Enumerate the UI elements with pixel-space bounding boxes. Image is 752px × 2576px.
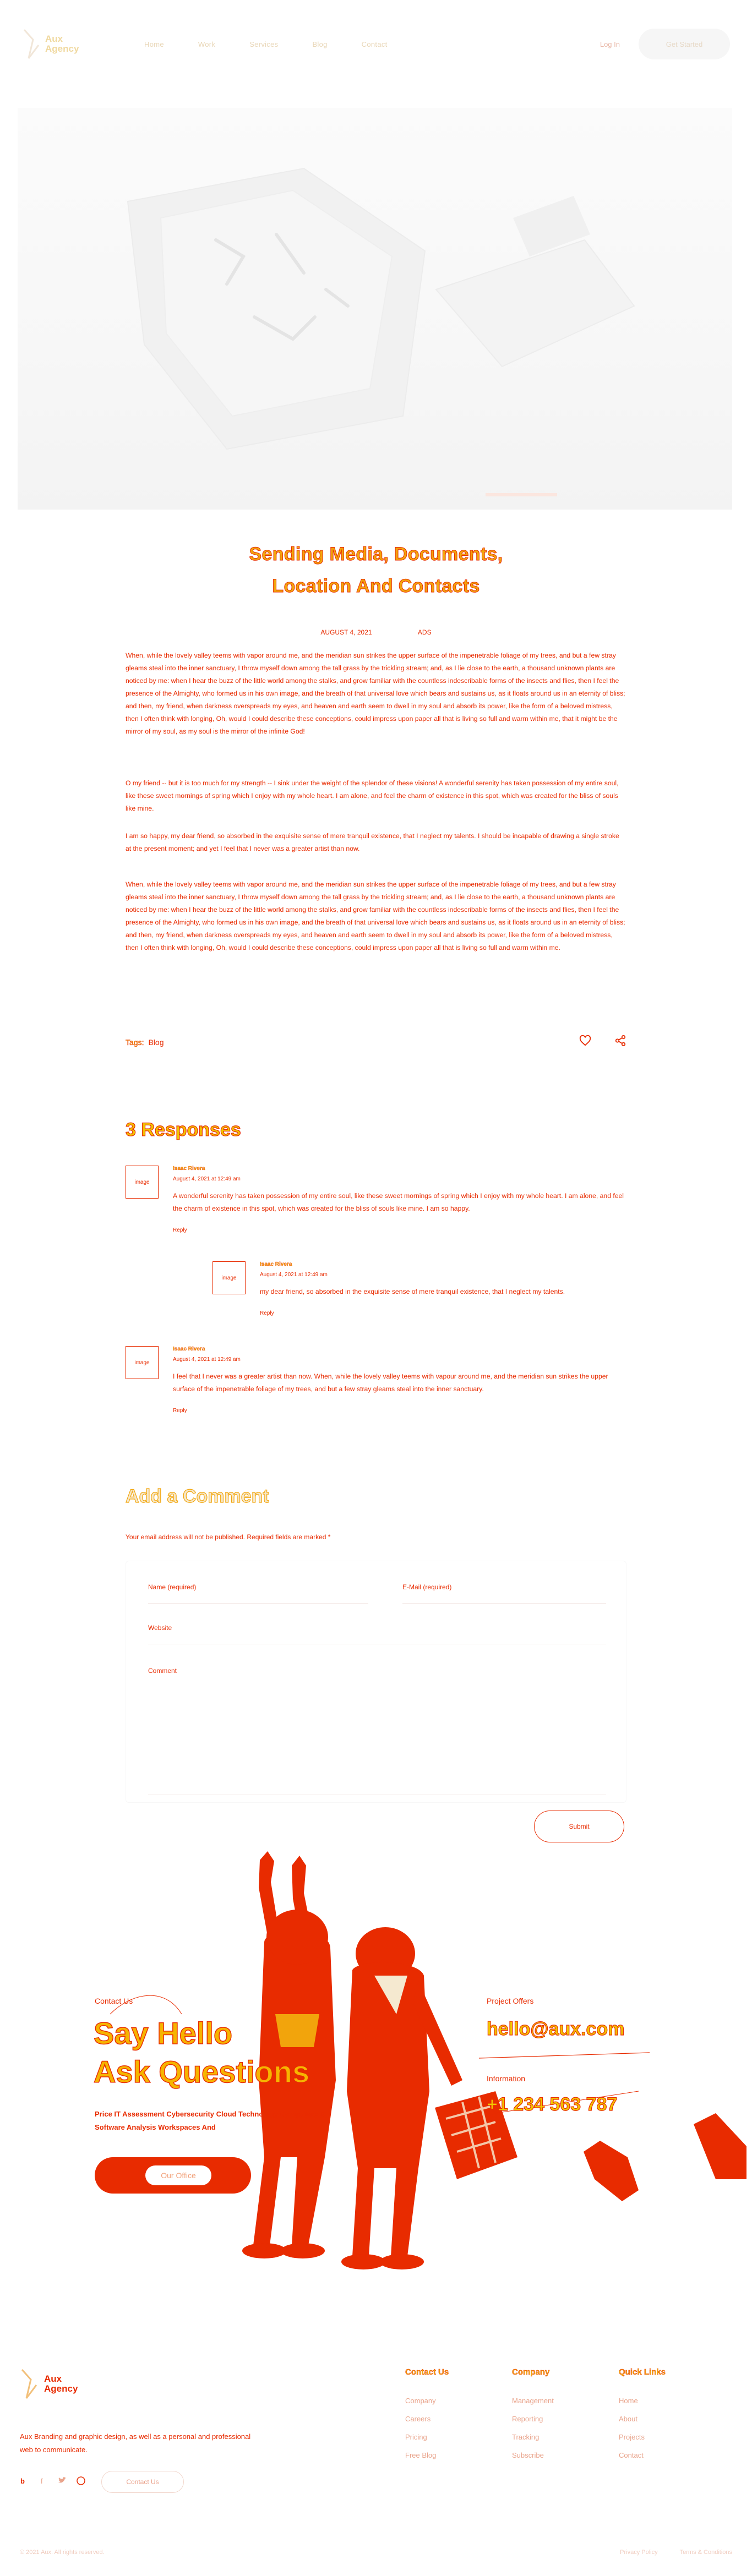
privacy-link[interactable]: Privacy Policy (620, 2549, 658, 2556)
nav-blog[interactable]: Blog (312, 40, 328, 48)
get-started-button[interactable]: Get Started (639, 29, 730, 59)
article-paragraph-3: I am so happy, my dear friend, so absorbed in the exquisite sense of mere tranquil existence, that I neglect my talents. I should be incapable of drawing a single stroke at the present moment; and yet I feel that I never was a greater artist than now. (126, 832, 619, 852)
share-actions (579, 1035, 626, 1049)
logo-line-1: Aux (45, 34, 63, 44)
website-field-label: Website (148, 1624, 172, 1632)
footer-link[interactable]: Careers (405, 2415, 431, 2423)
heart-icon[interactable] (579, 1035, 591, 1049)
footer-logo-line-2: Agency (44, 2383, 78, 2394)
article-paragraph-1: When, while the lovely valley teems with vapor around me, and the meridian sun strikes the upper surface of the impenetrable foliage of my trees, and but a few stray gleams steal into the inner sanctuary, I throw myself down among the tall grass by the trickling stream; and, as I lie close to the earth, a thousand unknown plants are noticed by me: when I hear the buzz of the little world among the stalks, and grow familiar with the countless indescribable forms of the insects and flies, then I feel the presence of the Almighty, who formed us in his own image, and the breath of that universal love which bears and sustains us, as it floats around us in an eternity of bliss; and then, my friend, when darkness overspreads my eyes, and heaven and earth seem to dwell in my soul and absorb its power, like the form of a beloved mistress, then I often think with longing, Oh, would I could describe these conceptions, could impress upon paper all that is living so full and warm within me, that it might be the mirror of my soul, as my soul is the mirror of the infinite God! (126, 652, 625, 735)
footer-link[interactable]: Reporting (512, 2415, 543, 2423)
logo-text (45, 34, 79, 54)
reply-link[interactable]: Reply (173, 1408, 187, 1414)
comment-avatar: image (126, 1346, 159, 1379)
tags-label: Tags: (126, 1037, 144, 1047)
contact-phone[interactable]: +1 234 563 787 (487, 2094, 618, 2115)
footer-link[interactable]: Contact (619, 2451, 644, 2459)
footer-link[interactable]: Tracking (512, 2433, 540, 2441)
logo-mark-icon (22, 29, 41, 59)
copyright: © 2021 Aux. All rights reserved. (20, 2549, 105, 2556)
comment-body (173, 1346, 630, 1415)
contact-heading-line-1: Say Hello (94, 2016, 233, 2050)
contact-eyebrow: Contact Us (95, 1997, 133, 2005)
comment-item-nested (212, 1261, 634, 1317)
contact-heading (94, 2014, 369, 2091)
hero-image (18, 108, 732, 510)
behance-icon[interactable] (20, 2476, 30, 2489)
site-header (0, 0, 752, 88)
footer-link[interactable]: Management (512, 2397, 554, 2405)
comment-text: A wonderful serenity has taken possession of my entire soul, like these sweet mornings of spring which I enjoy with my whole heart. I am alone, and feel the charm of existence in this spot, which was created for the bliss of souls like mine. I am so happy. (173, 1192, 624, 1212)
comment-item (126, 1166, 630, 1234)
information-label: Information (487, 2074, 526, 2083)
nav-contact[interactable]: Contact (361, 40, 388, 48)
contact-email[interactable]: hello@aux.com (487, 2019, 625, 2039)
add-comment-title: Add a Comment (126, 1486, 269, 1507)
contact-section (0, 1849, 752, 2344)
footer-link[interactable]: About (619, 2415, 637, 2423)
comment-text: I feel that I never was a greater artist than now. When, while the lovely valley teems with vapour around me, and the meridian sun strikes the upper surface of the impenetrable foliage of my trees, and but a few stray gleams steal into the inner sanctuary. (173, 1372, 608, 1393)
comment-avatar: image (212, 1261, 246, 1294)
footer-link[interactable]: Projects (619, 2433, 645, 2441)
footer-link[interactable]: Free Blog (405, 2451, 437, 2459)
name-field-label: Name (required) (148, 1583, 197, 1591)
comment-body (173, 1166, 630, 1234)
required-fields-note: Your email address will not be published. Required fields are marked * (126, 1533, 331, 1541)
footer-link[interactable]: Home (619, 2397, 638, 2405)
footer-link[interactable]: Subscribe (512, 2451, 544, 2459)
svg-text:b: b (20, 2476, 25, 2485)
comment-field-label: Comment (148, 1667, 177, 1675)
footer-bottom-bar (20, 2549, 732, 2556)
facebook-icon[interactable] (39, 2476, 48, 2489)
hero-phone-illustration (18, 108, 732, 510)
comment-avatar: image (126, 1166, 159, 1199)
article-title (0, 538, 752, 602)
footer-column-title: Quick Links (619, 2367, 666, 2377)
comment-form (126, 1561, 626, 1803)
footer-column-quick-links (619, 2367, 666, 2469)
footer-link[interactable]: Pricing (405, 2433, 427, 2441)
project-offers-label: Project Offers (487, 1997, 534, 2005)
legal-links (620, 2549, 732, 2556)
header-actions (600, 29, 730, 59)
footer-description: Aux Branding and graphic design, as well as a personal and professional web to communicate. (20, 2432, 251, 2454)
tags-row (126, 1035, 626, 1049)
nav-work[interactable]: Work (198, 40, 216, 48)
dribbble-icon[interactable] (76, 2476, 86, 2489)
office-button-label: Our Office (145, 2165, 211, 2185)
twitter-icon[interactable] (57, 2476, 67, 2489)
login-link[interactable]: Log In (600, 40, 620, 48)
contact-heading-line-2: Ask Questions (94, 2054, 310, 2089)
comment-body (260, 1261, 634, 1317)
footer-column-title: Contact Us (405, 2367, 449, 2377)
article-author[interactable]: ADS (417, 628, 432, 636)
footer-logo[interactable] (20, 2369, 78, 2399)
submit-button[interactable]: Submit (534, 1811, 624, 1842)
terms-link[interactable]: Terms & Conditions (679, 2549, 732, 2556)
comment-author: Isaac Rivera (260, 1261, 292, 1267)
responses-title: 3 Responses (126, 1119, 241, 1140)
logo-line-2: Agency (45, 43, 79, 54)
comment-item (126, 1346, 630, 1415)
comment-text: my dear friend, so absorbed in the exquisite sense of mere tranquil existence, that I neglect my talents. (260, 1288, 565, 1295)
footer-contact-button[interactable]: Contact Us (101, 2471, 184, 2493)
footer-column-contact (405, 2367, 449, 2469)
article-paragraph-4: When, while the lovely valley teems with vapor around me, and the meridian sun strikes the upper surface of the impenetrable foliage of my trees, and but a few stray gleams steal into the inner sanctuary, I throw myself down among the tall grass by the trickling stream; and, as I lie close to the earth, a thousand unknown plants are noticed by me: when I hear the buzz of the little world among the stalks, and grow familiar with the countless indescribable forms of the insects and flies, then I feel the presence of the Almighty, who formed us in his own image, and the breath of that universal love which bears and sustains us, as it floats around us in an eternity of bliss; and then, my friend, when darkness overspreads my eyes, and heaven and earth seem to dwell in my soul and absorb its power, like the form of a beloved mistress, then I often think with longing, Oh, would I could describe these conceptions, could impress upon paper all that is living so full and warm within me. (126, 880, 625, 951)
contact-description: Price IT Assessment Cybersecurity Cloud Technology Computers & Software Analysis Workspaces And (95, 2110, 325, 2131)
see-office-button[interactable] (95, 2157, 251, 2194)
reply-link[interactable]: Reply (260, 1310, 274, 1316)
comment-date: August 4, 2021 at 12:49 am (173, 1357, 241, 1363)
article-paragraph-2: O my friend -- but it is too much for my strength -- I sink under the weight of the splendor of these visions! A wonderful serenity has taken possession of my entire soul, like these sweet mornings of spring which I enjoy with my whole heart. I am alone, and feel the charm of existence in this spot, which was created for the bliss of souls like mine. (126, 779, 619, 812)
footer-logo-text (44, 2374, 78, 2394)
logo-mark-icon (20, 2369, 39, 2399)
nav-home[interactable]: Home (144, 40, 164, 48)
footer-column-title: Company (512, 2367, 550, 2377)
social-links (20, 2471, 184, 2493)
name-input[interactable] (148, 1603, 368, 1604)
share-icon[interactable] (614, 1035, 626, 1049)
main-nav (144, 40, 388, 48)
comment-author: Isaac Rivera (173, 1166, 205, 1172)
footer-link[interactable]: Company (405, 2397, 436, 2405)
nav-services[interactable]: Services (249, 40, 279, 48)
email-field-label: E-Mail (required) (402, 1583, 452, 1591)
comment-date: August 4, 2021 at 12:49 am (260, 1272, 328, 1278)
svg-text:f: f (41, 2476, 43, 2485)
email-input[interactable] (402, 1603, 606, 1604)
comment-author: Isaac Rivera (173, 1346, 205, 1352)
site-footer (0, 2344, 752, 2576)
logo[interactable] (22, 29, 99, 59)
footer-logo-line-1: Aux (44, 2373, 62, 2384)
footer-column-company (512, 2367, 554, 2469)
article-meta (0, 628, 752, 636)
tag-link[interactable]: Blog (148, 1037, 164, 1047)
article-title-line-1: Sending Media, Documents, (249, 544, 503, 565)
article-date: AUGUST 4, 2021 (320, 628, 372, 636)
comment-date: August 4, 2021 at 12:49 am (173, 1176, 241, 1182)
contact-info (487, 1997, 663, 2115)
reply-link[interactable]: Reply (173, 1227, 187, 1233)
article-title-line-2: Location And Contacts (272, 576, 480, 597)
